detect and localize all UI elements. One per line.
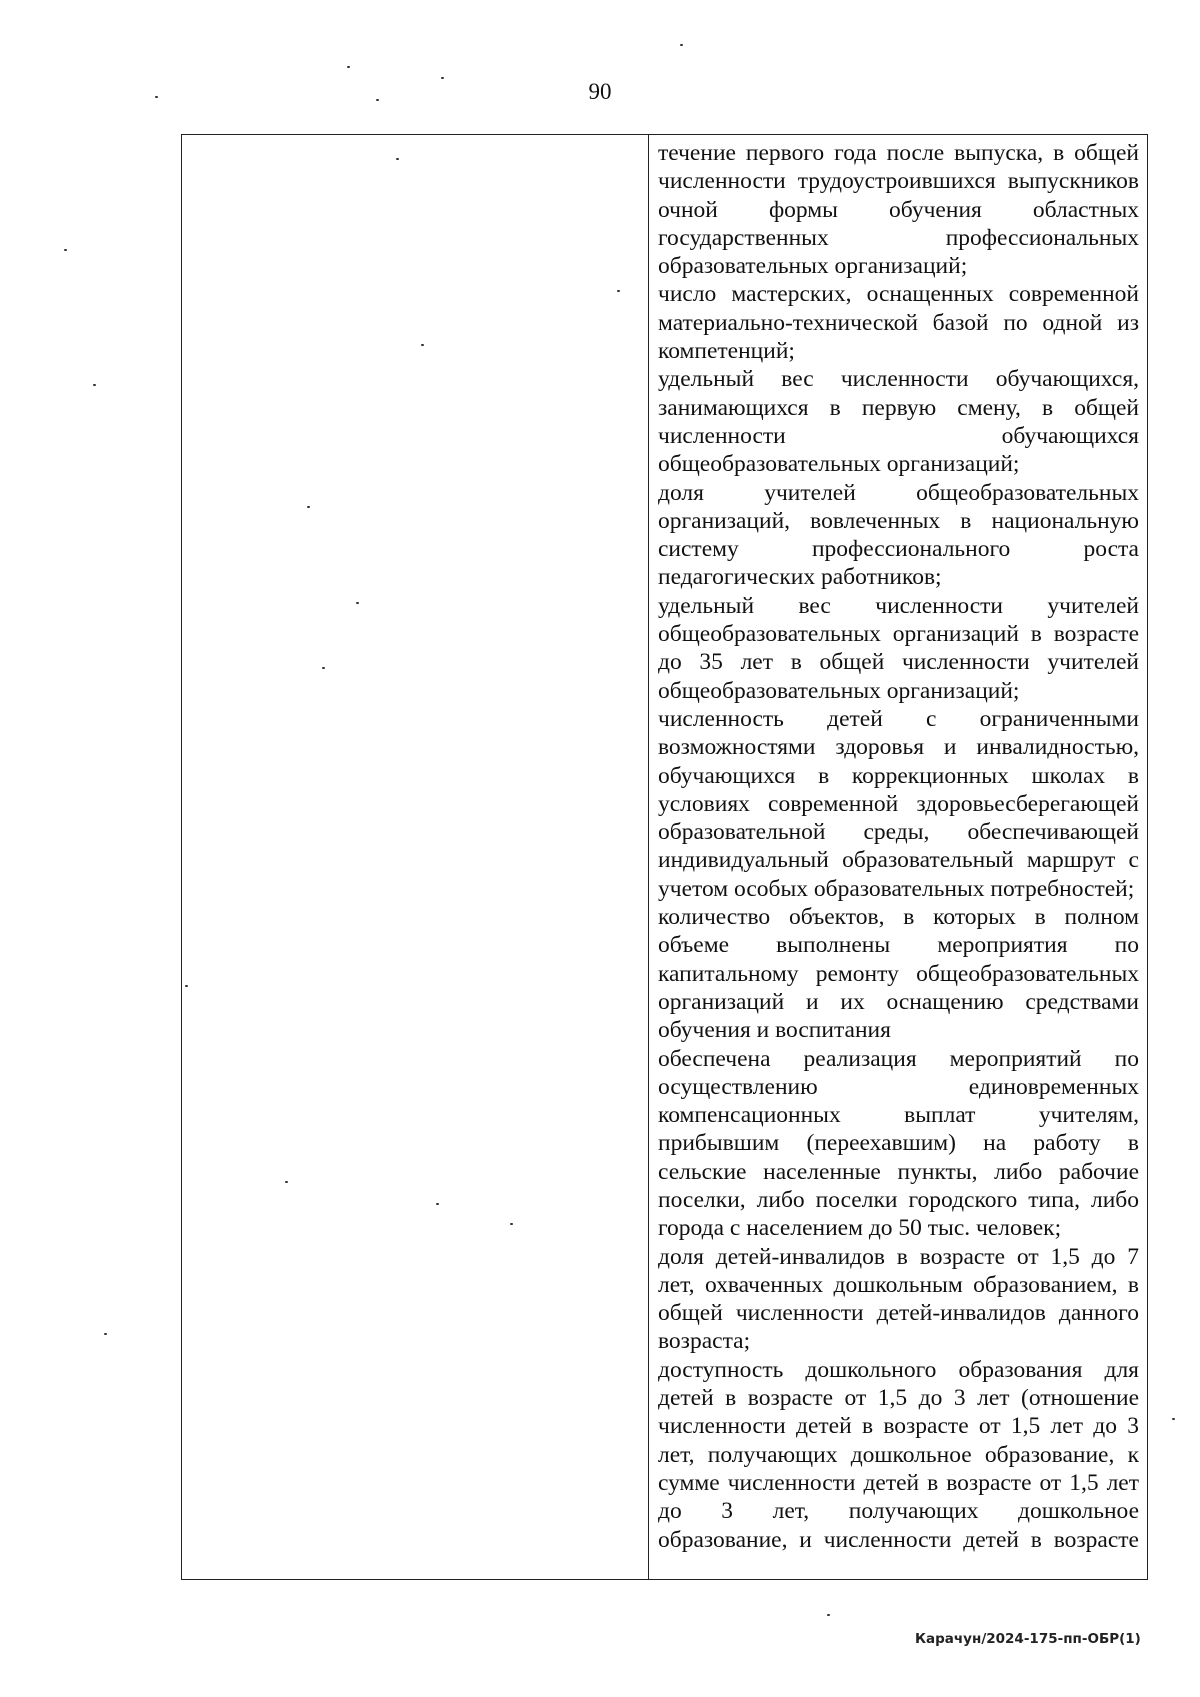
- scan-speck: [104, 1333, 107, 1335]
- indicator-paragraph: доступность дошкольного образования для детей в возрасте от 1,5 до 3 лет (отношение численности детей в возрасте от 1,5 лет до 3 лет, получающих дошкольное образование, к сумме численности детей в возрасте от 1,5 лет до 3 лет, получающих дошкольное образование, и численности детей в возрасте: [658, 1356, 1139, 1553]
- table-left-cell: [182, 135, 648, 1579]
- scan-speck: [347, 66, 350, 68]
- scan-speck: [376, 99, 379, 101]
- scan-speck: [1172, 1418, 1175, 1420]
- scan-speck: [396, 158, 399, 160]
- indicator-paragraph: удельный вес численности обучающихся, занимающихся в первую смену, в общей численности обучающихся общеобразовательных организаций;: [658, 366, 1139, 478]
- scan-speck: [356, 602, 359, 604]
- scan-speck: [307, 506, 310, 508]
- scan-speck: [827, 1614, 830, 1616]
- scan-speck: [510, 1223, 513, 1225]
- scan-speck: [185, 985, 188, 987]
- indicator-paragraph: доля детей-инвалидов в возрасте от 1,5 до 7 лет, охваченных дошкольным образованием, в общей численности детей-инвалидов данного возраста;: [658, 1243, 1139, 1355]
- scan-speck: [441, 77, 444, 79]
- scan-speck: [155, 96, 158, 98]
- indicator-paragraph: количество объектов, в которых в полном объеме выполнены мероприятия по капитальному ремонту общеобразовательных организаций и их оснащению средствами обучения и воспитания: [658, 904, 1139, 1044]
- scan-speck: [436, 1203, 439, 1205]
- page-number: 90: [588, 79, 612, 104]
- indicator-paragraph: течение первого года после выпуска, в общей численности трудоустроившихся выпускников очной формы обучения областных государственных профессиональных образовательных организаций;: [658, 140, 1139, 280]
- indicator-paragraph: удельный вес численности учителей общеобразовательных организаций в возрасте до 35 лет в общей численности учителей общеобразовательных организаций;: [658, 592, 1139, 704]
- scan-speck: [64, 249, 67, 251]
- column-divider: [648, 135, 649, 1579]
- scan-speck: [617, 290, 620, 292]
- document-table: [181, 134, 1148, 1580]
- scan-speck: [322, 667, 325, 669]
- indicator-paragraph: доля учителей общеобразовательных организаций, вовлеченных в национальную систему профессионального роста педагогических работников;: [658, 479, 1139, 591]
- indicator-paragraph: обеспечена реализация мероприятий по осуществлению единовременных компенсационных выплат учителям, прибывшим (переехавшим) на работу в сельские населенные пункты, либо рабочие поселки, либо поселки городского типа, либо города с населением до 50 тыс. человек;: [658, 1045, 1139, 1242]
- scan-speck: [285, 1181, 288, 1183]
- scan-speck: [680, 44, 683, 46]
- scan-speck: [93, 384, 96, 386]
- indicator-paragraph: численность детей с ограниченными возможностями здоровья и инвалидностью, обучающихся в коррекционных школах в условиях современной здоровьесберегающей образовательной среды, обеспечивающей индивидуальный образовательный маршрут с учетом особых образовательных потребностей;: [658, 705, 1139, 902]
- scan-speck: [421, 344, 424, 346]
- indicator-paragraph: число мастерских, оснащенных современной материально-технической базой по одной из компетенций;: [658, 281, 1139, 365]
- table-right-cell: [658, 139, 1139, 1579]
- document-reference-code: Карачун/2024-175-пп-ОБР(1): [915, 1631, 1141, 1647]
